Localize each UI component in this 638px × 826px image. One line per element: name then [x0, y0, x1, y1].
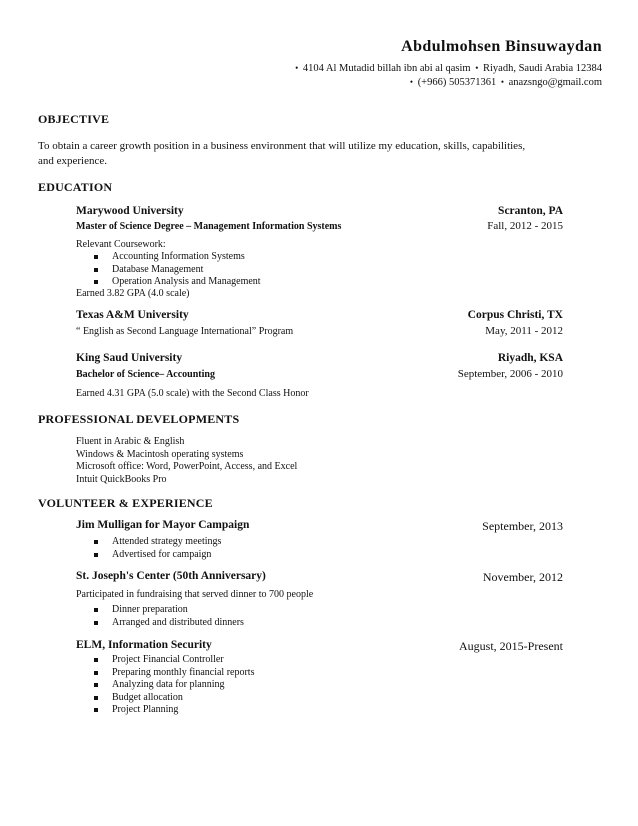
email-address[interactable]: anazsngo@gmail.com: [508, 77, 602, 88]
list-item: Operation Analysis and Management: [94, 276, 261, 289]
street-address: 4104 Al Mutadid billah ibn abi al qasim: [302, 63, 471, 74]
objective-heading: OBJECTIVE: [38, 112, 110, 126]
mulligan-date: September, 2013: [482, 519, 563, 533]
ksu-degree: Bachelor of Science– Accounting: [76, 369, 215, 380]
elm-duties: [94, 654, 254, 717]
list-item: Fluent in Arabic & English: [76, 436, 185, 447]
mulligan-duties: [94, 536, 221, 561]
tamu-program: “ English as Second Language International” Program: [76, 326, 294, 337]
list-item: Advertised for campaign: [94, 549, 221, 562]
list-item: Project Financial Controller: [94, 654, 254, 667]
objective-text-line-1: To obtain a career growth position in a business environment that will utilize my education, skills, capabilities,: [38, 140, 526, 152]
list-item: Attended strategy meetings: [94, 536, 221, 549]
bullet-icon: •: [295, 63, 299, 73]
stjoseph-description: Participated in fundraising that served dinner to 700 people: [76, 589, 314, 600]
ksu-location: Riyadh, KSA: [497, 352, 563, 364]
coursework-list: [94, 251, 261, 289]
candidate-name: Abdulmohsen Binsuwaydan: [401, 38, 602, 55]
list-item: Intuit QuickBooks Pro: [76, 473, 167, 485]
marywood-school-name: Marywood University: [76, 205, 184, 217]
list-item: Database Management: [94, 264, 261, 277]
education-heading: EDUCATION: [38, 180, 113, 194]
objective-text-line-2: and experience.: [38, 155, 108, 167]
elm-title: ELM, Information Security: [76, 639, 212, 651]
marywood-location: Scranton, PA: [498, 205, 563, 217]
city-address: Riyadh, Saudi Arabia 12384: [483, 63, 602, 74]
mulligan-title: Jim Mulligan for Mayor Campaign: [76, 519, 250, 531]
list-item: Windows & Macintosh operating systems: [76, 448, 244, 460]
marywood-gpa: Earned 3.82 GPA (4.0 scale): [76, 288, 190, 299]
coursework-label: Relevant Coursework:: [76, 239, 166, 250]
tamu-location: Corpus Christi, TX: [467, 309, 563, 321]
list-item: Accounting Information Systems: [94, 251, 261, 264]
list-item: Budget allocation: [94, 692, 254, 705]
ksu-dates: September, 2006 - 2010: [457, 368, 563, 380]
professional-heading: PROFESSIONAL DEVELOPMENTS: [38, 412, 240, 426]
elm-date: August, 2015-Present: [459, 639, 563, 653]
list-item: Microsoft office: Word, PowerPoint, Access, and Excel: [76, 461, 298, 472]
list-item: Preparing monthly financial reports: [94, 667, 254, 680]
marywood-dates: Fall, 2012 - 2015: [487, 220, 563, 232]
phone-number: (+966) 505371361: [417, 77, 497, 88]
bullet-icon: •: [475, 63, 479, 73]
tamu-school-name: Texas A&M University: [76, 309, 189, 321]
ksu-gpa: Earned 4.31 GPA (5.0 scale) with the Second Class Honor: [76, 388, 309, 399]
stjoseph-duties: [94, 604, 244, 629]
list-item: Project Planning: [94, 704, 254, 717]
contact-phone-email-line: [408, 77, 602, 88]
bullet-icon: •: [409, 77, 414, 87]
bullet-icon: •: [500, 77, 505, 87]
stjoseph-title: St. Joseph's Center (50th Anniversary): [76, 570, 266, 582]
list-item: Arranged and distributed dinners: [94, 617, 244, 630]
contact-address-line: [293, 63, 602, 74]
stjoseph-date: November, 2012: [482, 570, 563, 584]
ksu-school-name: King Saud University: [76, 352, 183, 364]
tamu-dates: May, 2011 - 2012: [485, 325, 563, 337]
marywood-degree: Master of Science Degree – Management Information Systems: [76, 221, 342, 232]
volunteer-heading: VOLUNTEER & EXPERIENCE: [38, 496, 213, 510]
professional-list: [76, 436, 297, 486]
list-item: Analyzing data for planning: [94, 679, 254, 692]
list-item: Dinner preparation: [94, 604, 244, 617]
